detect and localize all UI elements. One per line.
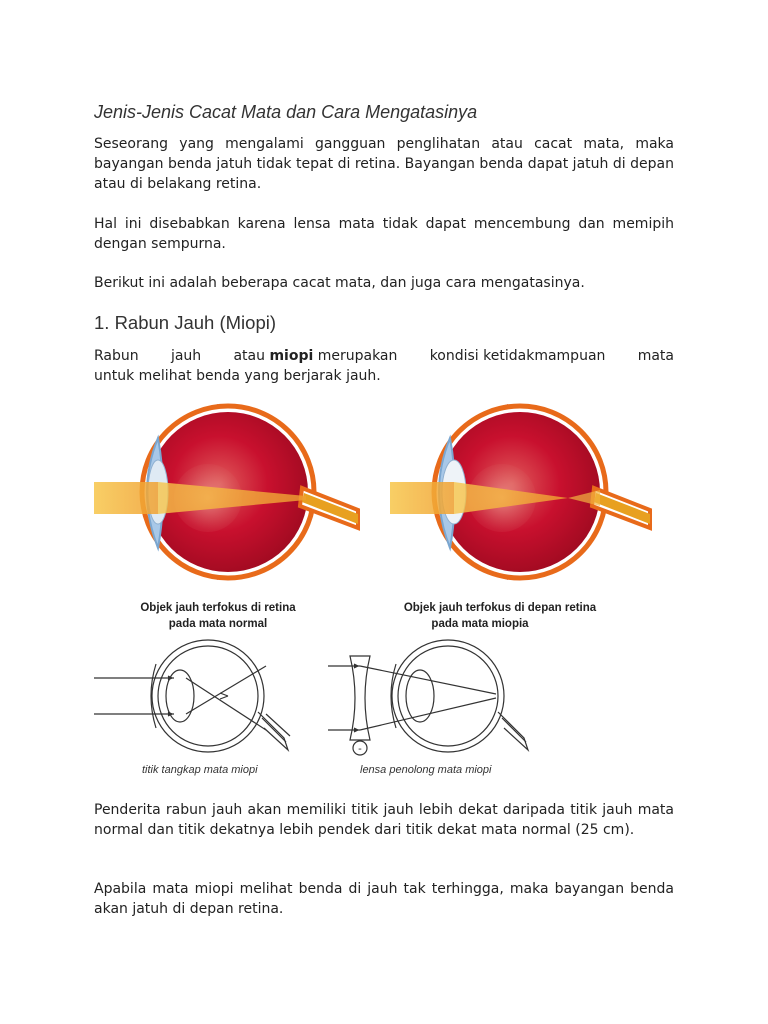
- caption-focus-point: titik tangkap mata miopi: [142, 764, 258, 776]
- def-word: kondisi ketidakmampuan: [429, 348, 606, 364]
- intro-paragraph-1: Seseorang yang mengalami gangguan penglihatan atau cacat mata, maka bayangan benda jatuh tidak tepat di retina. Bayangan benda dapat jatuh di depan atau di belakang retina.: [94, 136, 674, 192]
- caption-normal-line2: pada mata normal: [168, 618, 268, 630]
- caption-corrective-lens: lensa penolong mata miopi: [360, 764, 492, 776]
- def-word: atau miopi merupakan: [233, 348, 398, 364]
- caption-normal-line1: Objek jauh terfokus di retina: [140, 602, 296, 614]
- page-title: Jenis-Jenis Cacat Mata dan Cara Mengatasinya: [94, 102, 478, 122]
- myopic-focus-diagram: [94, 640, 290, 752]
- miopi-paragraph-2: Apabila mata miopi melihat benda di jauh tak terhingga, maka bayangan benda akan jatuh di depan retina.: [94, 881, 674, 917]
- def-word: Rabun: [94, 348, 139, 364]
- def-word: mata: [637, 348, 674, 364]
- miopi-paragraph-1: Penderita rabun jauh akan memiliki titik jauh lebih dekat daripada titik jauh mata normal dan titik dekatnya lebih pendek dari titik dekat mata normal (25 cm).: [94, 802, 674, 838]
- intro-paragraph-2: Hal ini disebabkan karena lensa mata tidak dapat mencembung dan memipih dengan sempurna.: [94, 216, 674, 252]
- lens-minus-sign: -: [358, 743, 362, 755]
- miopi-definition: [94, 346, 674, 386]
- corrective-lens-diagram: [328, 640, 528, 755]
- normal-eye-illustration: [94, 404, 358, 580]
- miopi-term: miopi: [269, 348, 314, 364]
- def-word: jauh: [170, 348, 202, 364]
- caption-myopic-line2: pada mata miopia: [431, 618, 529, 630]
- eye-diagram-figure: [88, 398, 688, 788]
- myopic-eye-illustration: [390, 404, 650, 580]
- definition-line-1: [94, 346, 674, 366]
- definition-line-2: untuk melihat benda yang berjarak jauh.: [94, 368, 381, 384]
- intro-paragraph-3: Berikut ini adalah beberapa cacat mata, dan juga cara mengatasinya.: [94, 275, 585, 291]
- caption-myopic-line1: Objek jauh terfokus di depan retina: [403, 602, 597, 614]
- section-heading-miopi: 1. Rabun Jauh (Miopi): [94, 312, 277, 333]
